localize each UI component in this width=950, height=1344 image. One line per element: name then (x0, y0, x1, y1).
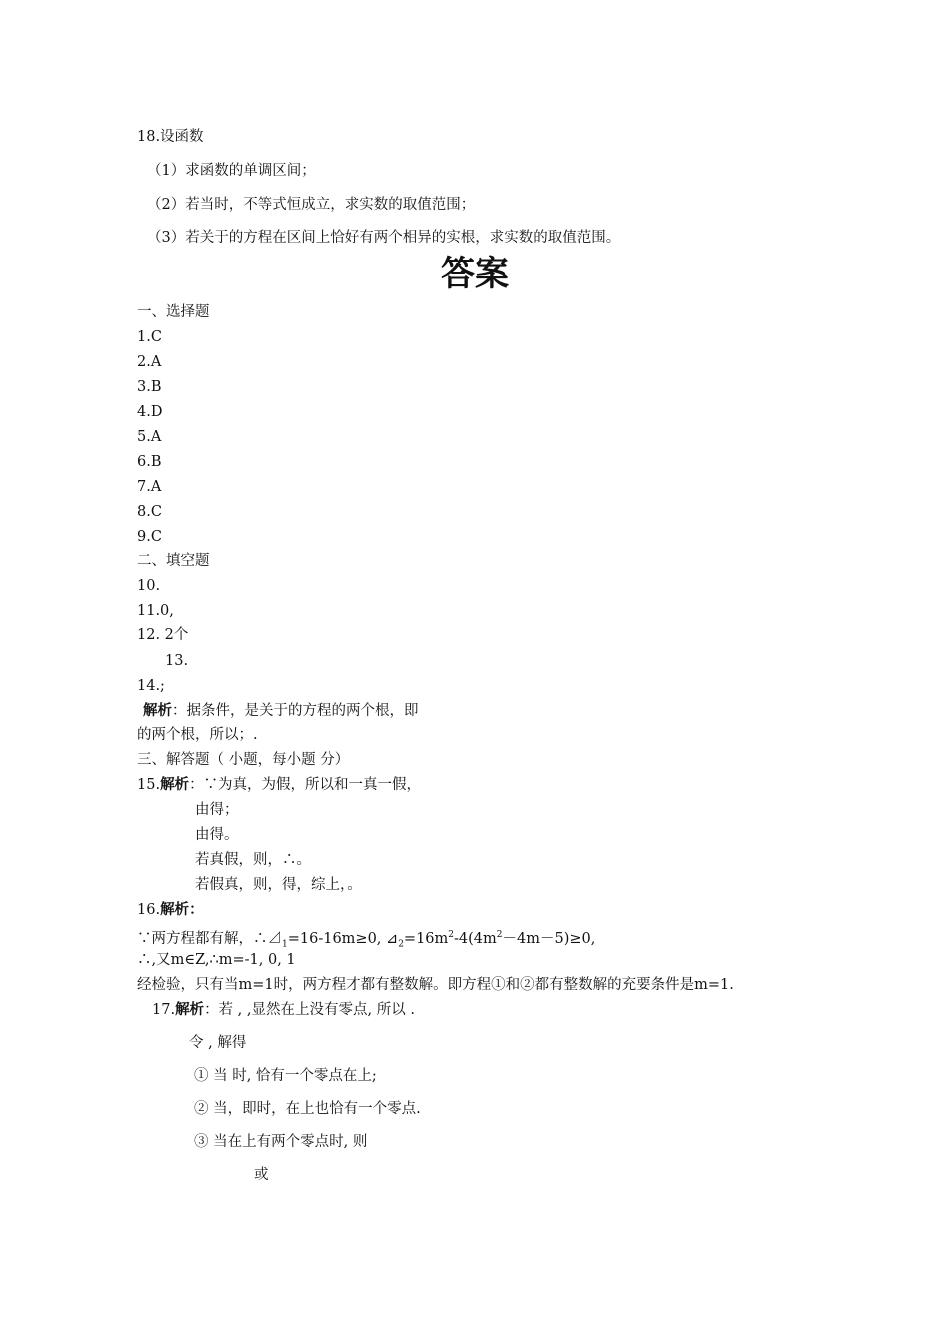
q16-l1-d: -4(4m (454, 930, 497, 947)
answer-2: 2.A (137, 354, 162, 370)
answer-7: 7.A (137, 479, 162, 495)
q17-or: 或 (254, 1167, 269, 1183)
answer-14-analysis (143, 702, 419, 720)
answer-1: 1.C (137, 329, 162, 345)
q15-analysis (137, 776, 421, 794)
answer-title: 答案 (441, 254, 509, 294)
q17-case2: ② 当，即时，在上也恰有一个零点. (194, 1101, 421, 1117)
q18-part2: （2）若当时，不等式恒成立，求实数的取值范围； (147, 197, 476, 213)
q16-number: 16. (137, 902, 161, 918)
answer-8: 8.C (137, 504, 162, 520)
answer-10: 10. (137, 578, 161, 594)
q18-part3: （3）若关于的方程在区间上恰好有两个相异的实根，求实数的取值范围。 (147, 230, 621, 246)
answer-6: 6.B (137, 454, 162, 470)
section-solve-heading: 三、解答题（ 小题，每小题 分） (137, 752, 350, 768)
q16-analysis-label: 解析 (160, 902, 190, 918)
q16-line2: ∴,又m∈Z,∴m=-1, 0, 1 (137, 952, 296, 968)
answer-5: 5.A (137, 429, 162, 445)
answer-11: 11.0, (137, 603, 174, 619)
q16-l1-sub2: 2 (398, 939, 404, 950)
q18-part1: （1）求函数的单调区间； (147, 163, 316, 179)
q16-colon: ： (189, 902, 204, 918)
answer-14-analysis-line2: 的两个根，所以；. (137, 727, 258, 743)
q16-l1-e: －4m－5)≥0, (502, 930, 596, 947)
q16-l1-c: =16m (403, 930, 449, 947)
analysis-text: ：据条件，是关于的方程的两个根，即 (172, 703, 419, 719)
q15-line5: 若假真，则，得，综上，。 (195, 877, 362, 893)
analysis-label: 解析 (143, 703, 172, 719)
q16-l1-sup2: 2 (496, 930, 503, 940)
q18-title: 18.设函数 (137, 129, 204, 145)
q16-line3: 经检验，只有当m=1时，两方程才都有整数解。即方程①和②都有整数解的充要条件是m=1. (137, 977, 734, 993)
q16-line1 (137, 926, 595, 954)
q17-case3: ③ 当在上有两个零点时, 则 (194, 1134, 368, 1150)
q15-line4: 若真假，则，∴。 (195, 852, 311, 868)
q15-analysis-text: ：∵为真，为假，所以和一真一假， (189, 777, 422, 793)
answer-14: 14.; (137, 678, 165, 694)
answer-9: 9.C (137, 529, 162, 545)
answer-4: 4.D (137, 404, 163, 420)
q17-number: 17. (152, 1002, 176, 1018)
q15-line2: 由得； (195, 802, 239, 818)
section-choice-heading: 一、选择题 (137, 304, 210, 320)
q17-analysis (152, 1001, 415, 1019)
q17-case1: ① 当 时, 恰有一个零点在上; (194, 1068, 377, 1084)
answer-13: 13. (165, 653, 189, 669)
q16-l1-sub1: 1 (282, 939, 288, 950)
q16-l1-sup1: 2 (448, 930, 455, 940)
answer-12: 12. 2个 (137, 627, 189, 643)
q16-l1-b: =16-16m≥0, ⊿ (287, 930, 399, 947)
section-fill-heading: 二、填空题 (137, 553, 210, 569)
q17-analysis-text: ：若 , ,显然在上没有零点, 所以 . (204, 1002, 415, 1018)
q16-heading (137, 901, 204, 919)
q15-analysis-label: 解析 (160, 777, 190, 793)
q15-number: 15. (137, 777, 161, 793)
q15-line3: 由得。 (195, 827, 239, 843)
answer-3: 3.B (137, 379, 162, 395)
q16-l1-a: ∵两方程都有解，∴⊿ (137, 930, 282, 947)
q17-analysis-label: 解析 (175, 1002, 205, 1018)
q17-line2: 令 , 解得 (189, 1035, 247, 1051)
